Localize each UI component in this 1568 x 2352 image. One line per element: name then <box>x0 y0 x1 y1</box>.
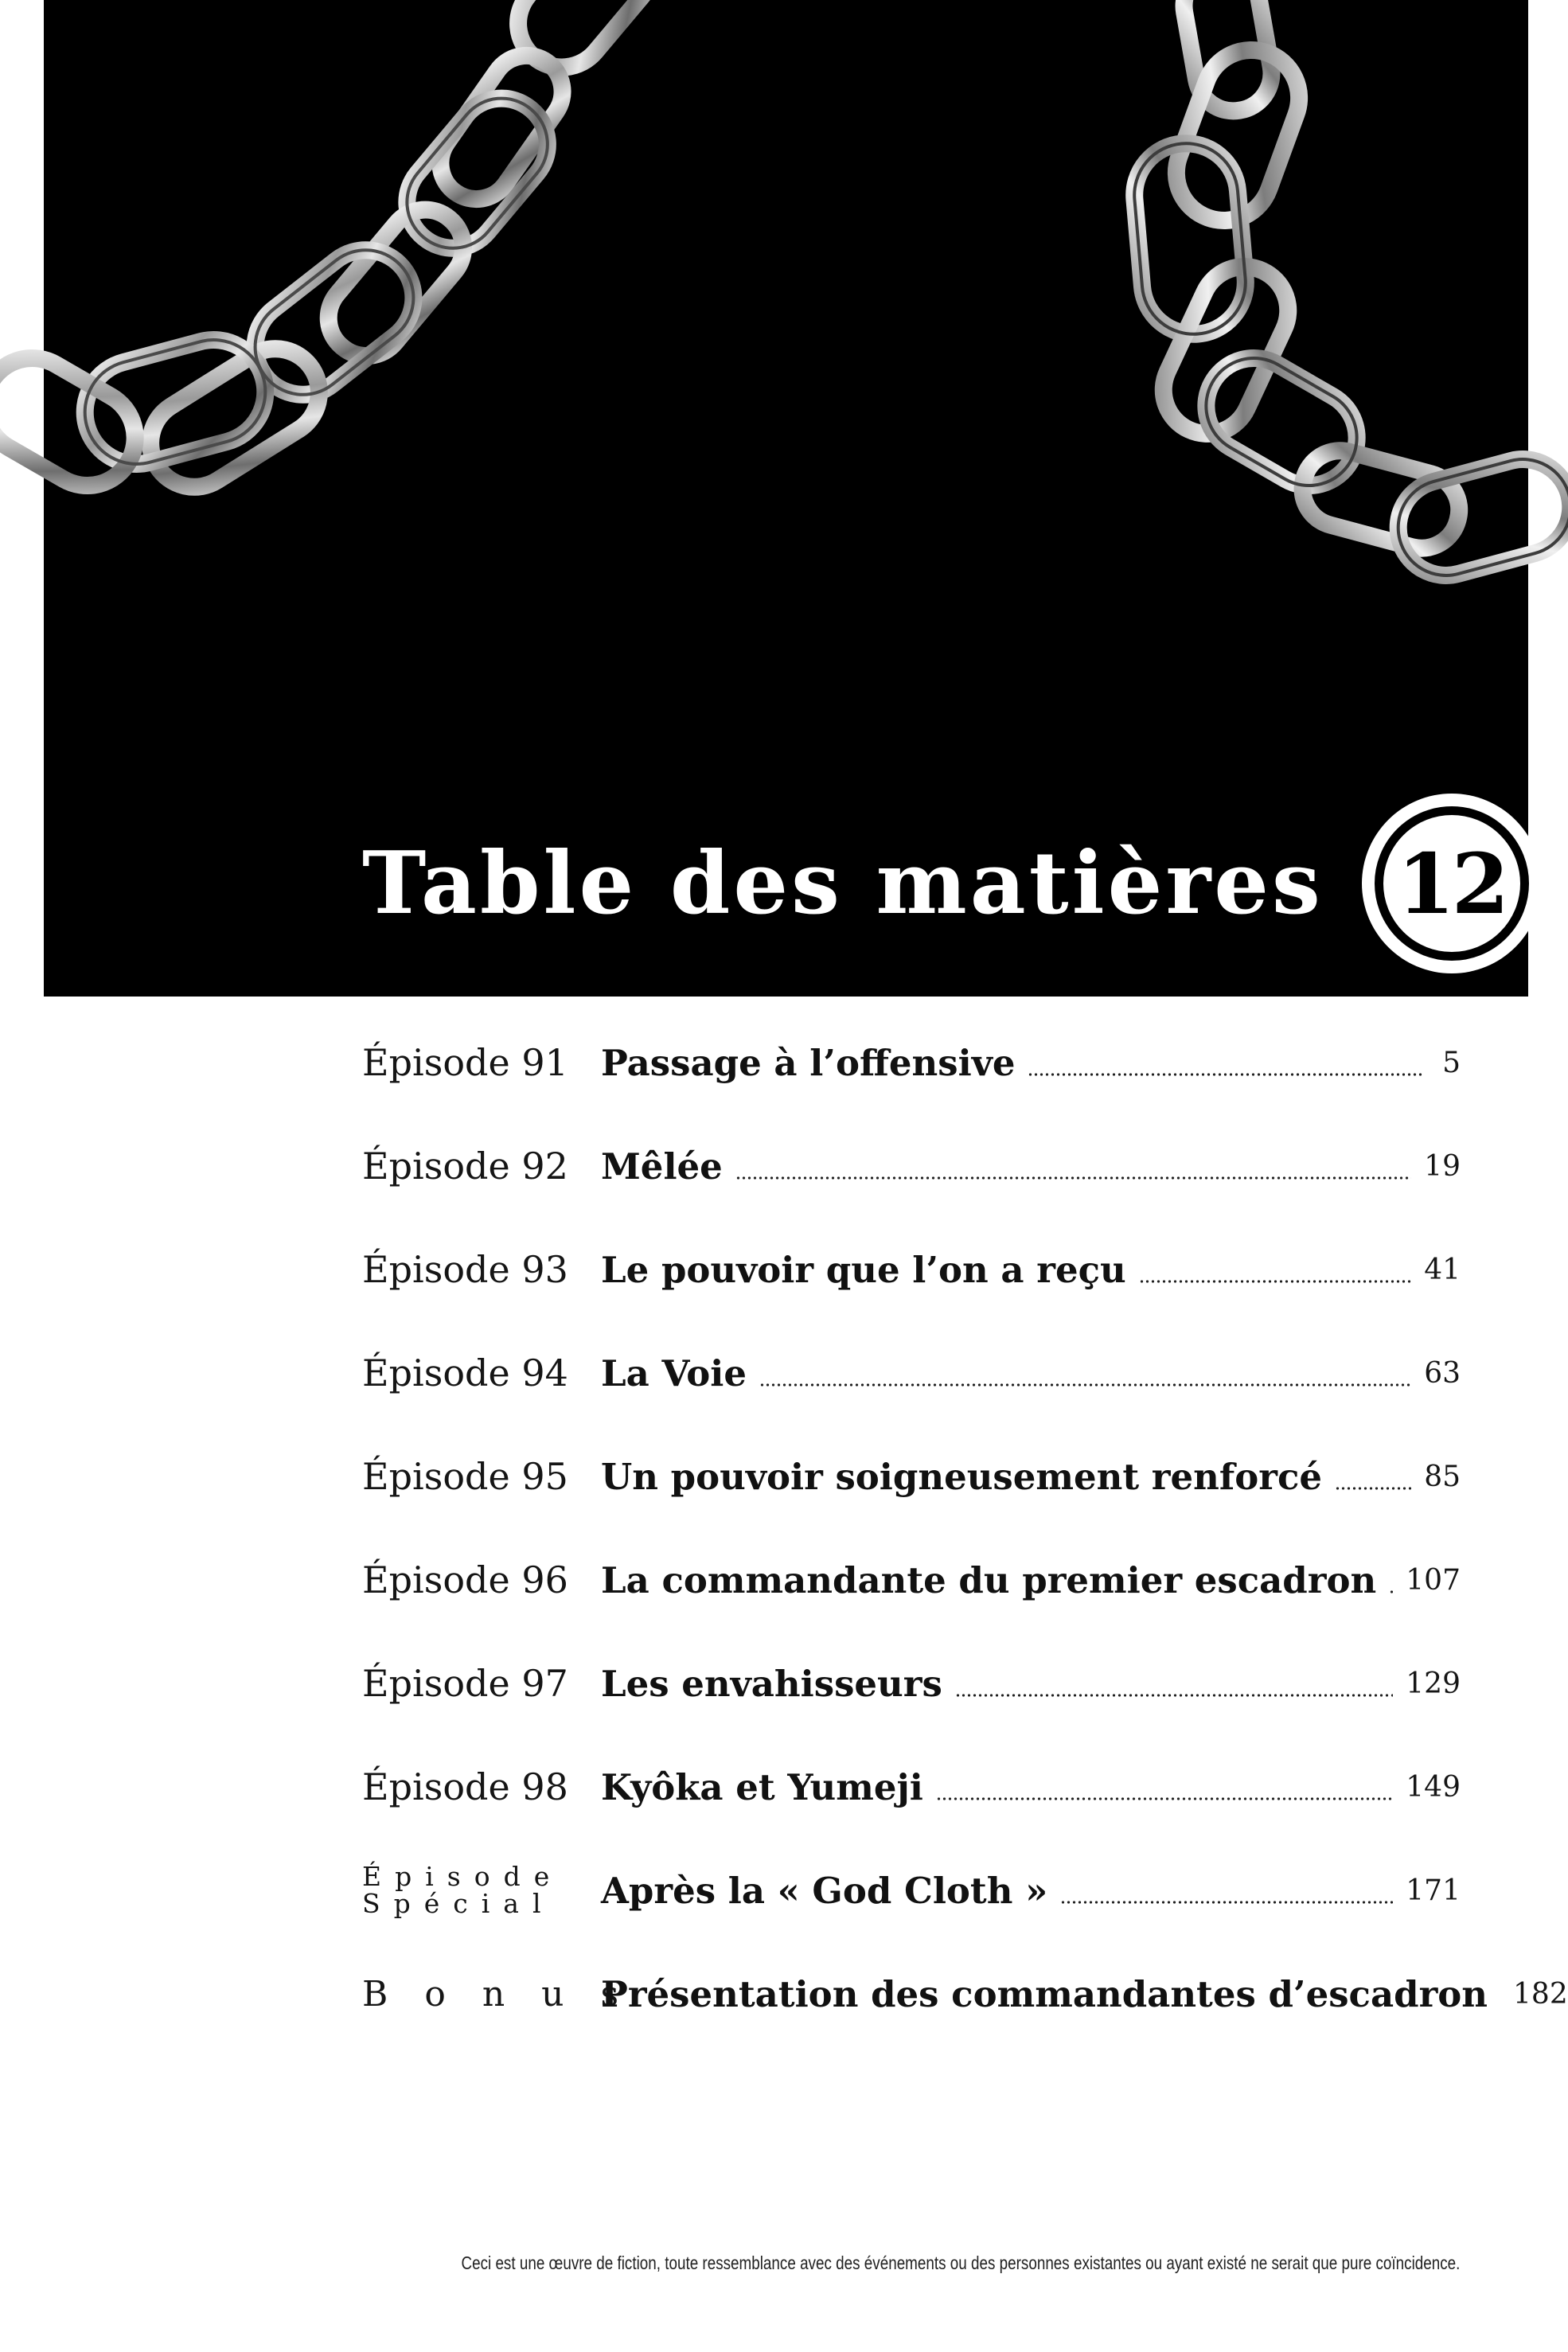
header-panel <box>44 0 1528 997</box>
episode-title: Après la « God Cloth » <box>601 1869 1048 1912</box>
episode-title: La commandante du premier escadron <box>601 1558 1377 1601</box>
dot-leader <box>1389 1590 1393 1593</box>
episode-label: Épisode 98 <box>362 1765 568 1808</box>
episode-label: Épisode Spécial <box>362 1861 564 1919</box>
toc-row-special-episode <box>362 1839 1461 1942</box>
episode-title: Mêlée <box>601 1145 723 1188</box>
dot-leader <box>955 1694 1393 1697</box>
page-number: 5 <box>1442 1046 1461 1079</box>
episode-label: Épisode 97 <box>362 1662 568 1705</box>
toc-row-episode-97 <box>362 1632 1461 1735</box>
episode-title: Présentation des commandantes d’escadron <box>601 1972 1488 2015</box>
dot-leader <box>1060 1901 1393 1904</box>
page-number: 19 <box>1424 1149 1461 1183</box>
page-number: 107 <box>1406 1563 1461 1597</box>
toc-row-episode-92 <box>362 1114 1461 1218</box>
page-number: 63 <box>1424 1356 1461 1390</box>
table-of-contents <box>362 1011 1568 2046</box>
page-number: 149 <box>1406 1770 1461 1804</box>
page-number: 129 <box>1406 1667 1461 1700</box>
page-number: 182 <box>1513 1977 1568 2011</box>
fiction-disclaimer: Ceci est une œuvre de fiction, toute ressemblance avec des événements ou des personnes existantes ou ayant existé ne serait que pure coïncidence. <box>461 2253 1460 2273</box>
dot-leader <box>1028 1073 1424 1076</box>
episode-title: Kyôka et Yumeji <box>601 1765 923 1808</box>
toc-row-bonus <box>362 1942 1568 2046</box>
episode-label: Épisode 92 <box>362 1145 568 1188</box>
toc-row-episode-91 <box>362 1011 1461 1114</box>
volume-badge <box>1362 794 1542 973</box>
toc-row-episode-96 <box>362 1528 1461 1632</box>
episode-title: Les envahisseurs <box>601 1662 942 1705</box>
episode-title: Le pouvoir que l’on a reçu <box>601 1248 1126 1291</box>
episode-label: Épisode 94 <box>362 1352 568 1394</box>
dot-leader <box>936 1797 1393 1800</box>
episode-label: Épisode 93 <box>362 1248 568 1291</box>
volume-number: 12 <box>1375 806 1529 961</box>
toc-row-episode-94 <box>362 1321 1461 1425</box>
episode-label: Épisode 95 <box>362 1455 568 1498</box>
dot-leader <box>1335 1487 1411 1490</box>
dot-leader <box>759 1383 1411 1387</box>
episode-label: Bonus <box>362 1973 656 2015</box>
page-number: 171 <box>1406 1874 1461 1907</box>
toc-row-episode-98 <box>362 1735 1461 1839</box>
episode-title: Un pouvoir soigneusement renforcé <box>601 1455 1322 1498</box>
title-row <box>362 764 1542 1003</box>
episode-label: Épisode 91 <box>362 1041 568 1084</box>
toc-row-episode-95 <box>362 1425 1461 1528</box>
episode-title: La Voie <box>601 1352 747 1394</box>
episode-label: Épisode 96 <box>362 1558 568 1601</box>
page-title: Table des matières <box>362 833 1324 934</box>
page-number: 85 <box>1424 1460 1461 1493</box>
dot-leader <box>735 1176 1411 1180</box>
dot-leader <box>1139 1280 1412 1283</box>
episode-title: Passage à l’offensive <box>601 1041 1016 1084</box>
toc-row-episode-93 <box>362 1218 1461 1321</box>
page-number: 41 <box>1424 1253 1461 1286</box>
